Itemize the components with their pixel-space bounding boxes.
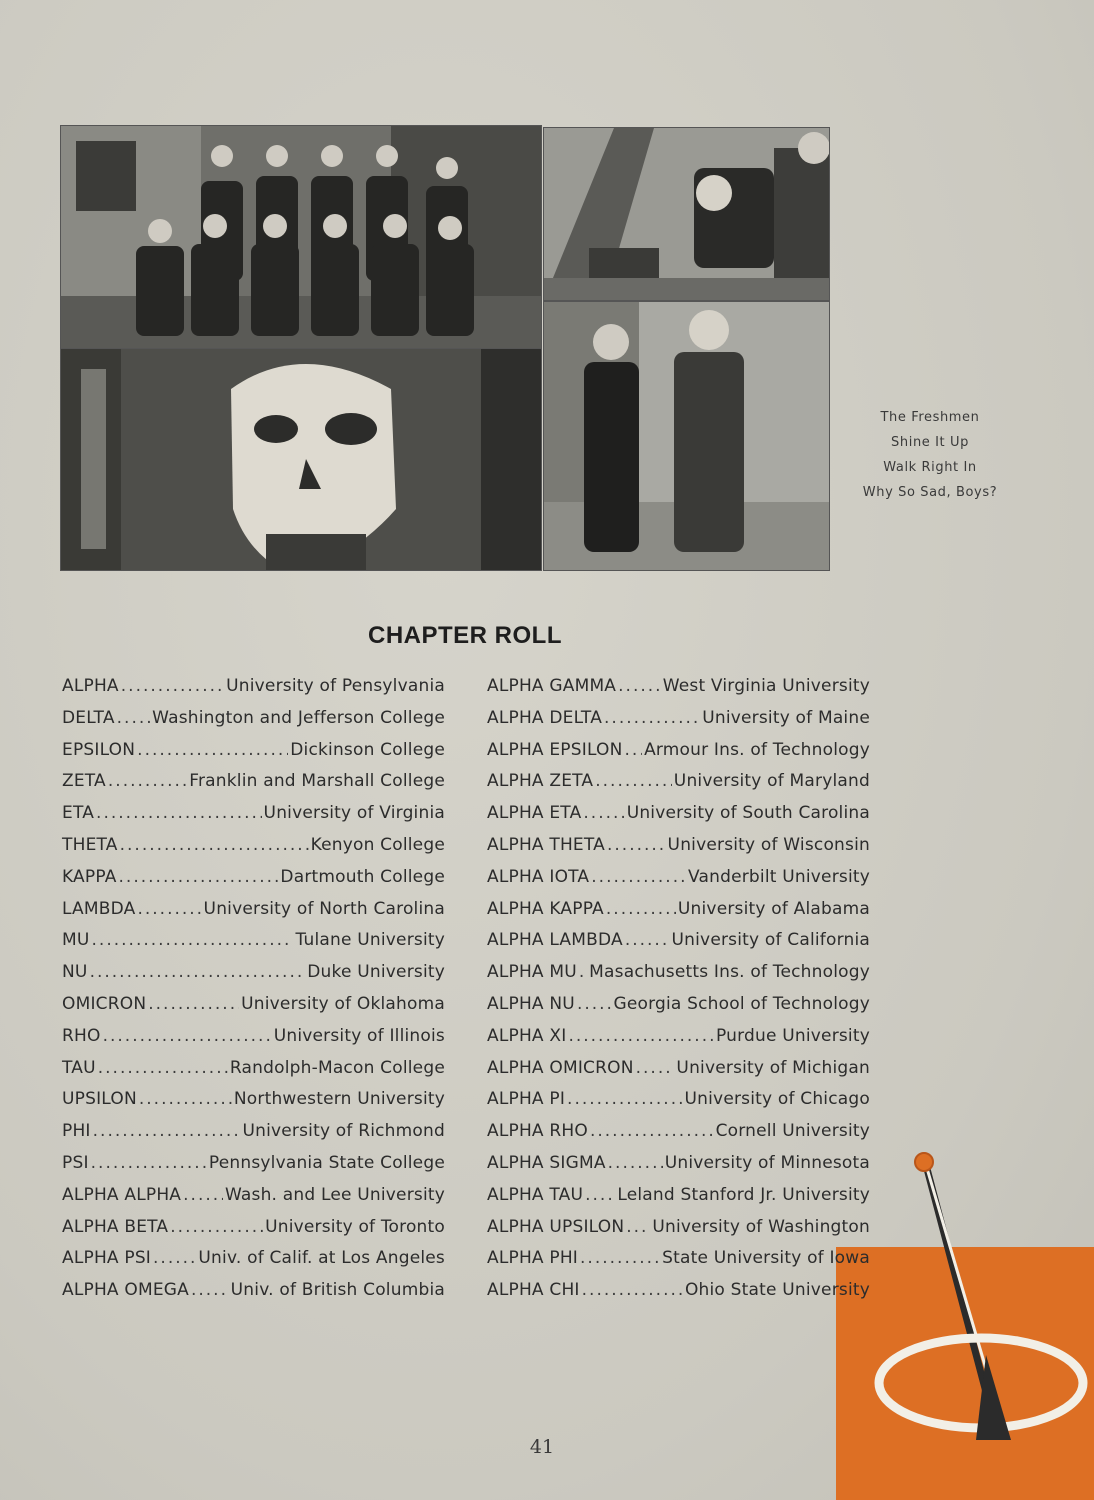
leader-dots bbox=[90, 962, 306, 982]
university-name: University of Maryland bbox=[673, 771, 870, 792]
university-name: University of Virginia bbox=[263, 803, 445, 824]
roll-row bbox=[62, 708, 445, 740]
university-name: State University of Iowa bbox=[662, 1248, 870, 1269]
university-name: Franklin and Marshall College bbox=[189, 771, 445, 792]
chapter-name: TAU bbox=[62, 1057, 96, 1078]
leader-dots bbox=[608, 1153, 663, 1173]
skull-door-photo bbox=[60, 348, 542, 571]
roll-row bbox=[62, 1280, 445, 1312]
chapter-name: ALPHA KAPPA bbox=[487, 898, 604, 919]
roll-row bbox=[62, 994, 445, 1026]
leader-dots bbox=[618, 676, 661, 696]
university-name: Purdue University bbox=[715, 1025, 870, 1046]
leader-dots bbox=[119, 867, 279, 887]
chapter-name: ALPHA ALPHA bbox=[62, 1184, 182, 1205]
roll-row bbox=[62, 867, 445, 899]
leader-dots bbox=[591, 867, 686, 887]
chapter-name: NU bbox=[62, 962, 88, 983]
roll-row bbox=[487, 771, 870, 803]
chapter-name: ALPHA LAMBDA bbox=[487, 930, 623, 951]
leader-dots bbox=[568, 1026, 714, 1046]
leader-dots bbox=[91, 1153, 207, 1173]
leader-dots bbox=[606, 899, 676, 919]
chapter-name: DELTA bbox=[62, 707, 115, 728]
leader-dots bbox=[636, 1058, 675, 1078]
roll-row bbox=[487, 835, 870, 867]
chapter-name: ALPHA OMEGA bbox=[62, 1280, 189, 1301]
chapter-name: PHI bbox=[62, 1121, 91, 1142]
leader-dots bbox=[153, 1248, 196, 1268]
chapter-name: ALPHA GAMMA bbox=[487, 676, 617, 696]
university-name: Masachusetts Ins. of Technology bbox=[589, 962, 870, 983]
university-name: Washington and Jefferson College bbox=[152, 707, 445, 728]
compass-emblem-icon bbox=[836, 1140, 1094, 1440]
leader-dots bbox=[137, 899, 201, 919]
university-name: Duke University bbox=[307, 962, 445, 983]
chapter-name: EPSILON bbox=[62, 739, 136, 760]
leader-dots bbox=[590, 1121, 714, 1141]
university-name: Kenyon College bbox=[310, 834, 445, 855]
roll-row bbox=[487, 740, 870, 772]
page-number: 41 bbox=[529, 1436, 555, 1458]
chapter-name: ALPHA PHI bbox=[487, 1248, 579, 1269]
roll-row bbox=[62, 962, 445, 994]
university-name: University of Alabama bbox=[677, 898, 870, 919]
university-name: Randolph-Macon College bbox=[229, 1057, 445, 1078]
university-name: Armour Ins. of Technology bbox=[644, 739, 870, 760]
roll-row bbox=[62, 1185, 445, 1217]
university-name: University of Chicago bbox=[684, 1089, 870, 1110]
university-name: Univ. of Calif. at Los Angeles bbox=[198, 1248, 445, 1269]
roll-row bbox=[487, 1153, 870, 1185]
why-so-sad-photo bbox=[543, 301, 830, 571]
roll-row bbox=[62, 676, 445, 708]
university-name: University of South Carolina bbox=[626, 803, 870, 824]
leader-dots bbox=[626, 1217, 650, 1237]
chapter-name: ALPHA PSI bbox=[62, 1248, 152, 1269]
leader-dots bbox=[148, 994, 239, 1014]
chapter-name: ALPHA RHO bbox=[487, 1121, 588, 1142]
chapter-name: KAPPA bbox=[62, 866, 117, 887]
roll-row bbox=[487, 899, 870, 931]
chapter-roll-heading: CHAPTER ROLL bbox=[368, 622, 562, 649]
chapter-name: MU bbox=[62, 930, 90, 951]
caption-3: Walk Right In bbox=[883, 460, 977, 475]
university-name: University of Maine bbox=[702, 707, 870, 728]
caption-2: Shine It Up bbox=[891, 435, 969, 450]
university-name: Leland Stanford Jr. University bbox=[617, 1184, 870, 1205]
roll-row bbox=[62, 930, 445, 962]
freshmen-group-photo bbox=[60, 125, 542, 349]
leader-dots bbox=[582, 1280, 683, 1300]
leader-dots bbox=[580, 1248, 660, 1268]
leader-dots bbox=[98, 1058, 228, 1078]
roll-row bbox=[62, 771, 445, 803]
chapter-roll-left-column bbox=[62, 676, 445, 1312]
university-name: Dickinson College bbox=[290, 739, 445, 760]
leader-dots bbox=[139, 1089, 232, 1109]
chapter-name: ALPHA XI bbox=[487, 1025, 567, 1046]
university-name: University of California bbox=[671, 930, 870, 951]
university-name: University of North Carolina bbox=[203, 898, 445, 919]
roll-row bbox=[487, 676, 870, 708]
chapter-name: ALPHA DELTA bbox=[487, 707, 603, 728]
leader-dots bbox=[170, 1217, 263, 1237]
leader-dots bbox=[120, 835, 309, 855]
university-name: Cornell University bbox=[715, 1121, 870, 1142]
roll-row bbox=[62, 899, 445, 931]
chapter-name: ALPHA TAU bbox=[487, 1184, 584, 1205]
university-name: University of Richmond bbox=[242, 1121, 445, 1142]
photo-captions bbox=[845, 405, 1015, 505]
chapter-name: ALPHA EPSILON bbox=[487, 739, 623, 760]
chapter-name: ALPHA ETA bbox=[487, 803, 582, 824]
chapter-name: ALPHA MU bbox=[487, 962, 577, 983]
university-name: University of Illinois bbox=[273, 1025, 445, 1046]
chapter-name: ETA bbox=[62, 803, 95, 824]
roll-row bbox=[487, 1185, 870, 1217]
chapter-name: ALPHA bbox=[62, 676, 119, 696]
leader-dots bbox=[93, 1121, 241, 1141]
university-name: Univ. of British Columbia bbox=[230, 1280, 445, 1301]
roll-row bbox=[62, 1089, 445, 1121]
roll-row bbox=[487, 803, 870, 835]
roll-row bbox=[487, 1026, 870, 1058]
chapter-name: ALPHA THETA bbox=[487, 834, 605, 855]
leader-dots bbox=[625, 740, 643, 760]
roll-row bbox=[487, 867, 870, 899]
leader-dots bbox=[137, 740, 288, 760]
chapter-name: ALPHA BETA bbox=[62, 1216, 169, 1237]
chapter-name: RHO bbox=[62, 1025, 101, 1046]
roll-row bbox=[487, 1089, 870, 1121]
chapter-name: ALPHA PI bbox=[487, 1089, 566, 1110]
leader-dots bbox=[595, 771, 672, 791]
university-name: University of Washington bbox=[652, 1216, 870, 1237]
university-name: Georgia School of Technology bbox=[613, 993, 870, 1014]
leader-dots bbox=[108, 771, 187, 791]
roll-row bbox=[487, 930, 870, 962]
university-name: University of Toronto bbox=[265, 1216, 445, 1237]
university-name: West Virginia University bbox=[662, 676, 870, 696]
leader-dots bbox=[585, 1185, 615, 1205]
university-name: Pennsylvania State College bbox=[208, 1152, 445, 1173]
chapter-name: ALPHA OMICRON bbox=[487, 1057, 634, 1078]
university-name: Wash. and Lee University bbox=[224, 1184, 445, 1205]
leader-dots bbox=[117, 708, 151, 728]
roll-row bbox=[487, 962, 870, 994]
roll-row bbox=[487, 1248, 870, 1280]
chapter-name: ALPHA UPSILON bbox=[487, 1216, 625, 1237]
caption-1: The Freshmen bbox=[880, 410, 980, 425]
university-name: Tulane University bbox=[295, 930, 445, 951]
leader-dots bbox=[191, 1280, 229, 1300]
chapter-name: LAMBDA bbox=[62, 898, 136, 919]
roll-row bbox=[62, 1121, 445, 1153]
roll-row bbox=[487, 994, 870, 1026]
roll-row bbox=[62, 1217, 445, 1249]
shine-it-up-photo bbox=[543, 127, 830, 301]
chapter-name: ZETA bbox=[62, 771, 106, 792]
leader-dots bbox=[96, 803, 262, 823]
university-name: University of Pensylvania bbox=[226, 676, 445, 696]
chapter-name: ALPHA NU bbox=[487, 993, 575, 1014]
roll-row bbox=[487, 1280, 870, 1312]
leader-dots bbox=[579, 962, 587, 982]
leader-dots bbox=[121, 676, 224, 696]
leader-dots bbox=[607, 835, 666, 855]
roll-row bbox=[487, 708, 870, 740]
leader-dots bbox=[103, 1026, 272, 1046]
chapter-name: UPSILON bbox=[62, 1089, 137, 1110]
university-name: University of Minnesota bbox=[664, 1152, 870, 1173]
chapter-name: ALPHA CHI bbox=[487, 1280, 580, 1301]
chapter-name: ALPHA ZETA bbox=[487, 771, 594, 792]
university-name: Vanderbilt University bbox=[687, 866, 870, 887]
university-name: University of Oklahoma bbox=[241, 993, 445, 1014]
caption-4: Why So Sad, Boys? bbox=[862, 485, 998, 500]
chapter-roll-right-column bbox=[487, 676, 870, 1312]
roll-row bbox=[62, 1153, 445, 1185]
leader-dots bbox=[577, 994, 612, 1014]
chapter-name: ALPHA SIGMA bbox=[487, 1152, 606, 1173]
leader-dots bbox=[567, 1089, 682, 1109]
roll-row bbox=[62, 835, 445, 867]
university-name: University of Wisconsin bbox=[667, 834, 870, 855]
roll-row bbox=[62, 1058, 445, 1090]
leader-dots bbox=[625, 930, 670, 950]
university-name: Northwestern University bbox=[233, 1089, 445, 1110]
university-name: Ohio State University bbox=[684, 1280, 870, 1301]
chapter-name: PSI bbox=[62, 1152, 89, 1173]
university-name: University of Michigan bbox=[676, 1057, 870, 1078]
leader-dots bbox=[583, 803, 624, 823]
university-name: Dartmouth College bbox=[280, 866, 445, 887]
leader-dots bbox=[183, 1185, 223, 1205]
chapter-name: THETA bbox=[62, 834, 118, 855]
chapter-name: OMICRON bbox=[62, 993, 147, 1014]
chapter-name: ALPHA IOTA bbox=[487, 866, 590, 887]
leader-dots bbox=[604, 708, 700, 728]
roll-row bbox=[487, 1121, 870, 1153]
roll-row bbox=[62, 1026, 445, 1058]
roll-row bbox=[62, 803, 445, 835]
roll-row bbox=[62, 1248, 445, 1280]
roll-row bbox=[62, 740, 445, 772]
roll-row bbox=[487, 1058, 870, 1090]
leader-dots bbox=[92, 930, 294, 950]
roll-row bbox=[487, 1217, 870, 1249]
